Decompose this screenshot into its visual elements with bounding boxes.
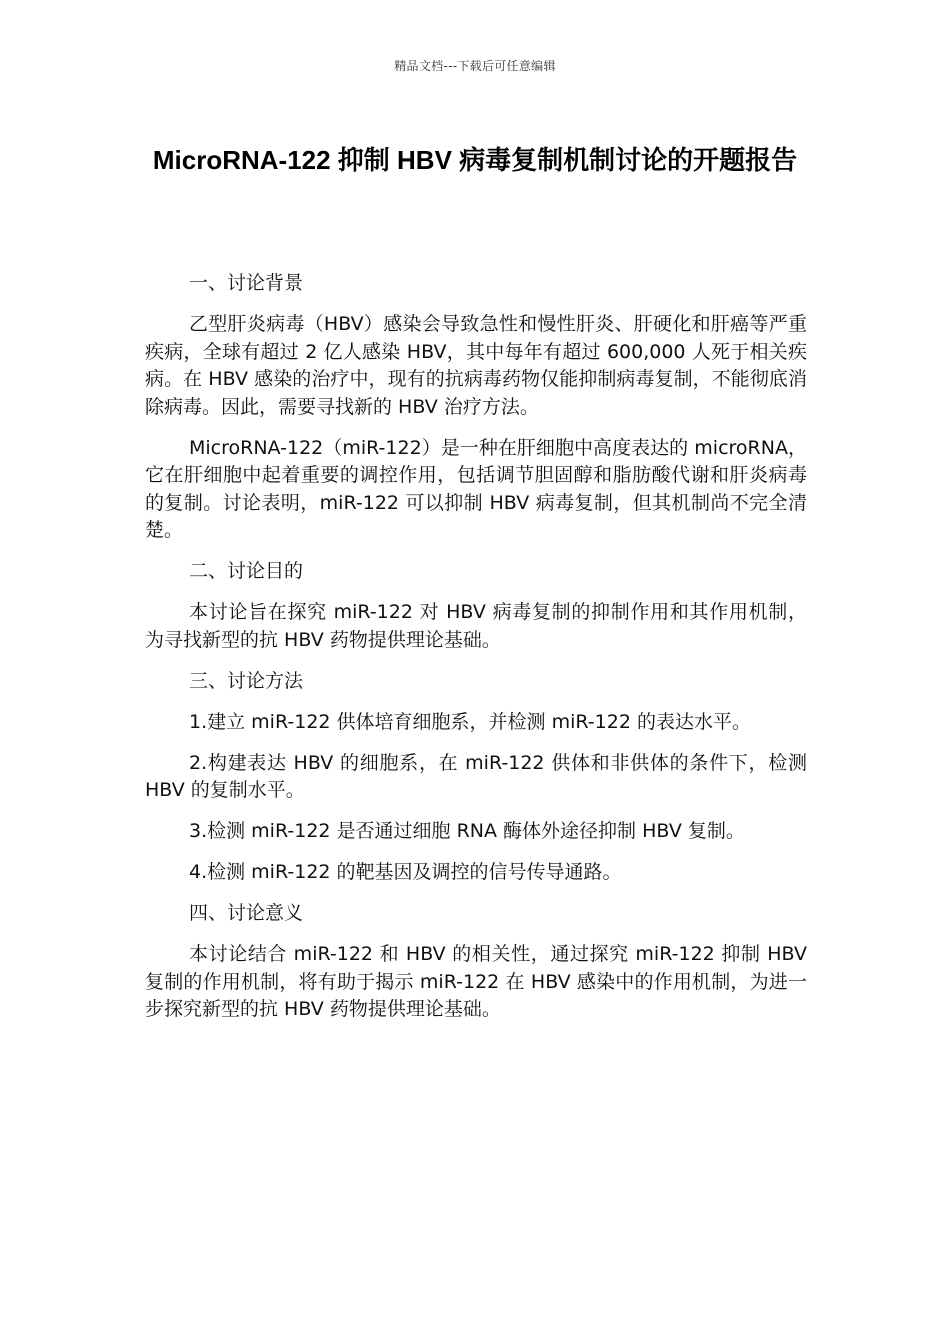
- page-header: 精品文档---下载后可任意编辑: [394, 59, 556, 73]
- section-heading-purpose: 二、讨论目的: [189, 560, 304, 582]
- section-heading-background: 一、讨论背景: [189, 272, 304, 294]
- paragraph-purpose: 本讨论旨在探究 miR-122 对 HBV 病毒复制的抑制作用和其作用机制，为寻找新型的抗 HBV 药物提供理论基础。: [145, 601, 807, 651]
- method-item-4: 4.检测 miR-122 的靶基因及调控的信号传导通路。: [189, 861, 622, 883]
- section-heading-methods: 三、讨论方法: [189, 669, 304, 692]
- paragraph-background-hbv: 乙型肝炎病毒（HBV）感染会导致急性和慢性肝炎、肝硬化和肝癌等严重疾病，全球有超过 2 亿人感染 HBV，其中每年有超过 600,000 人死于相关疾病。在 HBV 感染的治疗中，现有的抗病毒药物仅能抑制病毒复制，不能彻底消除病毒。因此，需要寻找新的 HBV 治疗方法。: [145, 313, 807, 418]
- paragraph-background-mir122: MicroRNA-122（miR-122）是一种在肝细胞中高度表达的 microRNA，它在肝细胞中起着重要的调控作用，包括调节胆固醇和脂肪酸代谢和肝炎病毒的复制。讨论表明，miR-122 可以抑制 HBV 病毒复制，但其机制尚不完全清楚。: [145, 436, 807, 541]
- document-body: [145, 270, 807, 1037]
- method-item-3: 3.检测 miR-122 是否通过细胞 RNA 酶体外途径抑制 HBV 复制。: [189, 820, 745, 842]
- document-title: MicroRNA-122 抑制 HBV 病毒复制机制讨论的开题报告: [152, 145, 798, 175]
- method-item-2: 2.构建表达 HBV 的细胞系，在 miR-122 供体和非供体的条件下，检测 HBV 的复制水平。: [145, 751, 807, 801]
- paragraph-significance: 本讨论结合 miR-122 和 HBV 的相关性，通过探究 miR-122 抑制 HBV 复制的作用机制，将有助于揭示 miR-122 在 HBV 感染中的作用机制，为进一步探究新型的抗 HBV 药物提供理论基础。: [145, 943, 807, 1020]
- section-heading-significance: 四、讨论意义: [189, 902, 304, 924]
- method-item-1: 1.建立 miR-122 供体培育细胞系，并检测 miR-122 的表达水平。: [189, 710, 751, 733]
